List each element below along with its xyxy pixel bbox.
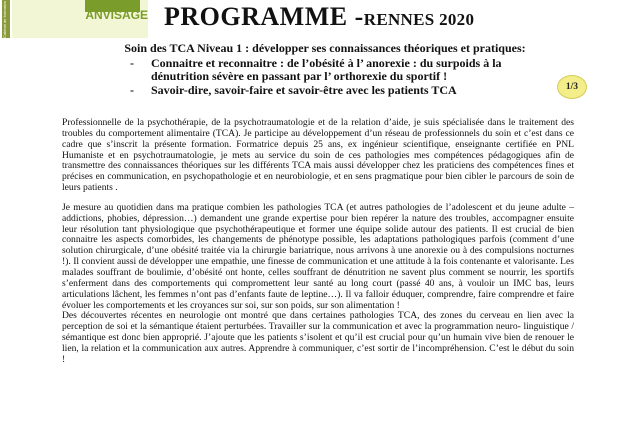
course-objectives [126, 57, 546, 97]
paragraph: Professionnelle de la psychothérapie, de la psychotraumatologie et de la relation d’aide, je suis spécialisée dans le traitement des troubles du comportement alimentaire (TCA). Je participe au développement d’un réseau de professionnels du soin et c’est dans ce cadre que s’inscrit la présente formation. Formatrice depuis 25 ans, ex ingénieur scientifique, enseignante certifiée en PNL Humaniste et en psychotraumatologie, je mets au service du soin de ces pathologies mes compétences pédagogiques afin de transmettre des connaissances théoriques sur les différents TCA mais aussi développer chez les praticiens des compétences fines et précises en communication, en psychopathologie et en neurobiologie, et en sens pragmatique pour bien cibler le parcours de soin de leurs patients . [62, 117, 574, 194]
body-text [62, 118, 574, 366]
logo [0, 0, 150, 40]
logo-side-text: Cabinet de formation [2, 0, 10, 38]
page-title [164, 2, 474, 32]
course-heading: Soin des TCA Niveau 1 : développer ses connaissances théoriques et pratiques: [124, 41, 526, 55]
page-number-badge: 1/3 [557, 75, 587, 99]
title-main: PROGRAMME - [164, 2, 364, 31]
paragraph: Je mesure au quotidien dans ma pratique combien les pathologies TCA (et autres pathologies de l’adolescent et du jeune adulte – addictions, phobies, dépression…) demandent une grande expertise pour bien repérer la nature des troubles, accompagner ensuite leur résolution tant physiologique que psychothérapeutique et former une équipe solide autour des patients. Il est crucial de bien connaitre les aspects comorbides, les changements de phénotype possible, les adaptations pathologiques parfois (comment d’une solution chirurgicale, d’une obésité traitée via la chirurgie bariatrique, nous arrivons à une anorexie ou à des compulsions nocturnes !). Il convient aussi de développer une empathie, une finesse de communication et une attitude à la fois contenante et valorisante. Les malades souffrant de boulimie, d’obésité ont honte, celles souffrant de dénutrition ne savent plus comment se nourrir, les sportifs s’enferment dans des comportements qui compromettent leur santé au long court (passé 40 ans, à vouloir un IMC bas, leurs articulations lâchent, les femmes n’ont pas d’enfants faute de leptine…). Il va falloir éduquer, comprendre, faire comprendre et faire évoluer les comportements et les croyances sur soi, sur son poids, sur son alimentation ! [62, 201, 574, 311]
objective-item: - Connaitre et reconnaitre : de l’obésité à l’ anorexie : du surpoids à la dénutrition sévère en passant par l’ orthorexie du sportif ! [126, 57, 546, 84]
logo-text: ANVISAGE [85, 8, 148, 22]
title-city-year: RENNES 2020 [363, 10, 475, 29]
objective-item: - Savoir-dire, savoir-faire et savoir-être avec les patients TCA [126, 84, 546, 97]
paragraph: Des découvertes récentes en neurologie ont montré que dans certaines pathologies TCA, des zones du cerveau en lien avec la perception de soi et la sémantique étaient perturbées. Travailler sur la communication et avec la programmation neuro- linguistique / sémantique est donc bien approprié. J’ajoute que les patients s’isolent et qu’il est crucial pour qu’un humain vive bien de renouer le lien, la relation et la communication aux autres. Apprendre à communiquer, c’est sortir de l’incompréhension. C’est le début du soin ! [62, 310, 574, 365]
